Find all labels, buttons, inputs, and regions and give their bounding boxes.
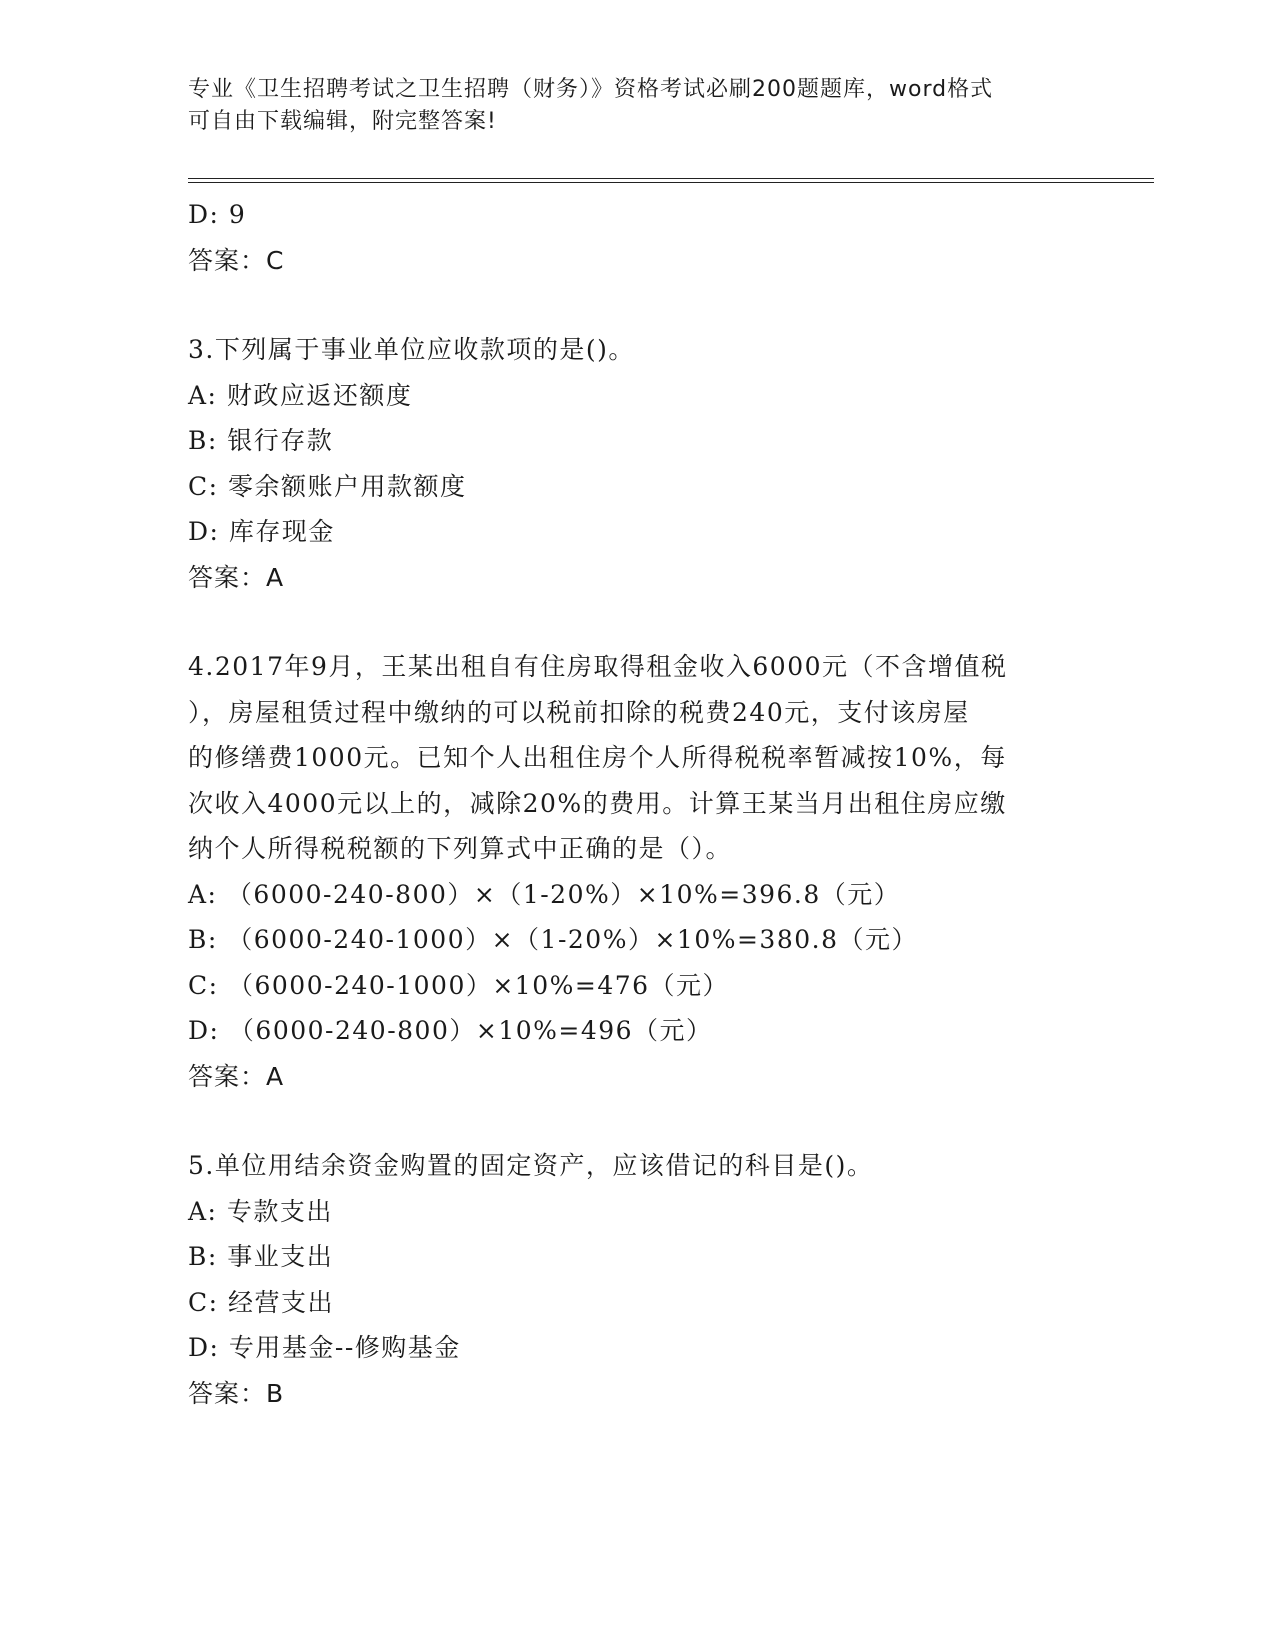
q4-stem-line: 4.2017年9月，王某出租自有住房取得租金收入6000元（不含增值税 xyxy=(188,652,1008,681)
q3-stem: 3.下列属于事业单位应收款项的是()。 xyxy=(188,335,635,364)
spacer xyxy=(188,1099,1088,1143)
document-body xyxy=(188,192,1088,1416)
q4-option-d: D: （6000-240-800）×10%=496（元） xyxy=(188,1016,713,1045)
q3-option-a: A: 财政应返还额度 xyxy=(188,380,413,410)
header-title-line-2: 可自由下载编辑，附完整答案! xyxy=(188,109,497,134)
q5-answer: 答案：B xyxy=(188,1378,285,1408)
q3-option-c: C: 零余额账户用款额度 xyxy=(188,471,467,501)
q4-answer: 答案：A xyxy=(188,1061,285,1091)
q2-answer: 答案：C xyxy=(188,245,285,275)
spacer xyxy=(188,600,1088,644)
q5-option-d: D: 专用基金--修购基金 xyxy=(188,1333,461,1362)
document-header xyxy=(188,74,1088,138)
q4-stem-line: 的修缮费1000元。已知个人出租住房个人所得税税率暂减按10%，每 xyxy=(188,743,1007,772)
q5-stem: 5.单位用结余资金购置的固定资产，应该借记的科目是()。 xyxy=(188,1151,874,1180)
q5-option-b: B: 事业支出 xyxy=(188,1242,334,1271)
q3-option-b: B: 银行存款 xyxy=(188,426,334,455)
question-2-tail xyxy=(188,192,1088,283)
question-3 xyxy=(188,327,1088,600)
header-title-line-1: 专业《卫生招聘考试之卫生招聘（财务）》资格考试必刷200题题库，word格式 xyxy=(188,77,994,102)
q4-option-b: B: （6000-240-1000）×（1-20%）×10%=380.8（元） xyxy=(188,925,918,954)
q3-option-d: D: 库存现金 xyxy=(188,517,335,546)
q5-option-a: A: 专款支出 xyxy=(188,1196,333,1226)
q4-option-c: C: （6000-240-1000）×10%=476（元） xyxy=(188,970,730,1000)
question-4 xyxy=(188,644,1088,1099)
q4-stem xyxy=(188,644,1088,872)
q3-answer: 答案：A xyxy=(188,562,285,592)
q4-stem-line: ），房屋租赁过程中缴纳的可以税前扣除的税费240元，支付该房屋 xyxy=(188,697,970,727)
q2-option-d: D: 9 xyxy=(188,200,247,229)
q4-stem-line: 次收入4000元以上的，减除20%的费用。计算王某当月出租住房应缴 xyxy=(188,788,1007,818)
question-5 xyxy=(188,1143,1088,1416)
q4-stem-line: 纳个人所得税税额的下列算式中正确的是（）。 xyxy=(188,834,733,863)
q5-option-c: C: 经营支出 xyxy=(188,1287,334,1317)
spacer xyxy=(188,283,1088,327)
q4-option-a: A: （6000-240-800）×（1-20%）×10%=396.8（元） xyxy=(188,879,901,909)
header-divider xyxy=(188,178,1154,183)
